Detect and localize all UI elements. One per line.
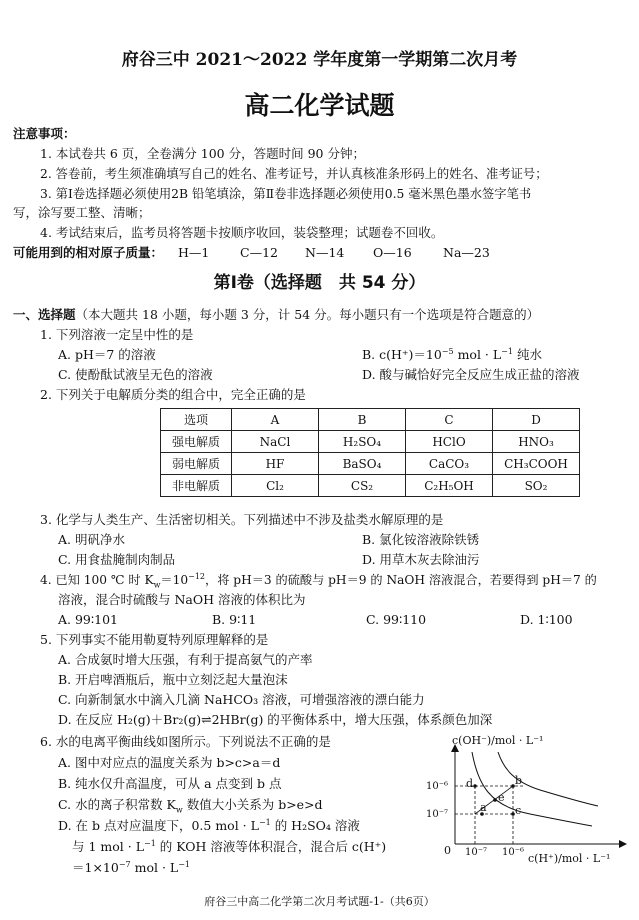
q4-stem-cont: 溶液，混合时硫酸与 NaOH 溶液的体积比为 — [58, 592, 306, 607]
q3-option-b: B. 氯化铵溶液除铁锈 — [362, 532, 480, 547]
atomic-mass-na: Na—23 — [443, 245, 490, 260]
q1-option-b: B. $c(H^+)=10^{-5}$ mol · $L^{-1}$ 纯水 — [362, 346, 542, 362]
notice-item-3: 3. 第Ⅰ卷选择题必须使用2B 铅笔填涂，第Ⅱ卷非选择题必须使用0.5 毫米黑色墨水签字笔书 — [40, 187, 532, 201]
table-header-cell: C — [406, 409, 493, 431]
graph-point-label-b: b — [515, 774, 523, 787]
table-row — [161, 475, 580, 497]
table-cell: Cl₂ — [232, 475, 319, 497]
q5-option-c: C. 向新制氯水中滴入几滴 NaHCO₃ 溶液，可增强溶液的漂白能力 — [58, 692, 425, 707]
atomic-mass-o: O—16 — [373, 245, 412, 260]
graph-point-label-d: d — [466, 777, 474, 790]
atomic-mass-c: C—12 — [240, 245, 278, 260]
q5-option-b: B. 开启啤酒瓶后，瓶中立刻泛起大量泡沫 — [58, 672, 288, 687]
atomic-mass-n: N—14 — [305, 245, 345, 260]
exam-title: 府谷三中 2021～2022 学年度第一学期第二次月考 — [121, 50, 518, 70]
q3-option-c: C. 用食盐腌制肉制品 — [58, 552, 176, 567]
electrolyte-table — [160, 408, 580, 497]
q4-option-c: C. 99∶110 — [366, 612, 427, 627]
graph-x-axis-label: c(H⁺)/mol · L⁻¹ — [528, 852, 611, 865]
page-footer: 府谷三中高二化学第二次月考试题-1-（共6页） — [204, 895, 435, 908]
table-cell: 强电解质 — [161, 431, 232, 453]
table-cell: SO₂ — [493, 475, 580, 497]
q1-option-c: C. 使酚酞试液呈无色的溶液 — [58, 367, 213, 382]
isotherm-lower — [472, 752, 592, 826]
q6-stem: 6. 水的电离平衡曲线如图所示。下列说法不正确的是 — [40, 734, 331, 749]
table-cell: 弱电解质 — [161, 453, 232, 475]
table-cell: HClO — [406, 431, 493, 453]
q2-stem: 2. 下列关于电解质分类的组合中，完全正确的是 — [40, 387, 306, 402]
table-cell: 非电解质 — [161, 475, 232, 497]
q5-option-a: A. 合成氨时增大压强，有利于提高氨气的产率 — [58, 652, 313, 667]
q1-option-d: D. 酸与碱恰好完全反应生成正盐的溶液 — [362, 367, 580, 382]
q4-stem: 4. 已知 100 ℃ 时 $K_w=10^{-12}$，将 pH＝3 的硫酸与 pH＝9 的 NaOH 溶液混合，若要得到 pH＝7 的 — [40, 571, 597, 590]
table-header-cell: 选项 — [161, 409, 232, 431]
table-cell: HF — [232, 453, 319, 475]
notice-item-1: 1. 本试卷共 6 页，全卷满分 100 分，答题时间 90 分钟； — [40, 146, 365, 161]
q5-stem: 5. 下列事实不能用勒夏特列原理解释的是 — [40, 632, 269, 647]
table-header-row — [161, 409, 580, 431]
table-row — [161, 453, 580, 475]
section-intro-text: （本大题共 18 小题，每小题 3 分，计 54 分。每小题只有一个选项是符合题意的） — [75, 307, 540, 322]
graph-point-label-e: e — [498, 791, 505, 804]
notice-item-2: 2. 答卷前，考生须准确填写自己的姓名、准考证号，并认真核准条形码上的姓名、准考证号； — [40, 167, 548, 181]
q6-option-b: B. 纯水仅升高温度，可从 a 点变到 b 点 — [58, 776, 282, 791]
section-intro-bold: 一、选择题 — [13, 307, 76, 322]
point-e — [493, 798, 497, 802]
q6-option-d: D. 在 b 点对应温度下，0.5 mol · $L^{-1}$ 的 H₂SO₄ 溶液 — [58, 817, 360, 833]
q3-stem: 3. 化学与人类生产、生活密切相关。下列描述中不涉及盐类水解原理的是 — [40, 512, 444, 527]
table-cell: H₂SO₄ — [319, 431, 406, 453]
q6-option-c: C. 水的离子积常数 $K_w$ 数值大小关系为 b>e>d — [58, 797, 323, 815]
section-title: 第Ⅰ卷（选择题 共 54 分） — [213, 273, 426, 293]
table-cell: BaSO₄ — [319, 453, 406, 475]
table-row — [161, 431, 580, 453]
graph-origin: 0 — [444, 844, 451, 857]
table-cell: C₂H₅OH — [406, 475, 493, 497]
q6-option-d-cont: 与 1 mol · $L^{-1}$ 的 KOH 溶液等体积混合，混合后 c(H⁺) — [72, 838, 387, 854]
table-cell: CaCO₃ — [406, 453, 493, 475]
graph-y-axis-label: c(OH⁻)/mol · L⁻¹ — [452, 734, 544, 747]
q4-option-a: A. 99∶101 — [58, 612, 118, 627]
q6-option-a: A. 图中对应点的温度关系为 b>c>a＝d — [58, 755, 281, 770]
table-cell: CS₂ — [319, 475, 406, 497]
q3-option-a: A. 明矾净水 — [58, 532, 125, 547]
table-header-cell: B — [319, 409, 406, 431]
subject-title: 高二化学试题 — [244, 91, 395, 120]
atomic-mass-h: H—1 — [178, 245, 210, 260]
q1-option-a: A. pH＝7 的溶液 — [58, 347, 156, 362]
q4-option-b: B. 9∶11 — [212, 612, 257, 627]
table-cell: HNO₃ — [493, 431, 580, 453]
point-d — [473, 784, 477, 788]
graph-y-tick-1e-6: 10⁻⁶ — [426, 781, 449, 792]
q1-stem: 1. 下列溶液一定呈中性的是 — [40, 327, 194, 342]
table-cell: NaCl — [232, 431, 319, 453]
graph-point-label-a: a — [480, 801, 487, 814]
notice-item-4: 4. 考试结束后，监考员将答题卡按顺序收回，装袋整理；试题卷不回收。 — [40, 225, 444, 240]
graph-x-tick-1e-7: 10⁻⁷ — [465, 847, 488, 858]
table-header-cell: D — [493, 409, 580, 431]
section-intro — [13, 307, 539, 323]
q3-option-d: D. 用草木灰去除油污 — [362, 552, 480, 567]
atomic-masses-label: 可能用到的相对原子质量： — [13, 245, 164, 260]
table-cell: CH₃COOH — [493, 453, 580, 475]
graph-y-tick-1e-7: 10⁻⁷ — [426, 809, 449, 820]
graph-x-tick-1e-6: 10⁻⁶ — [502, 847, 525, 858]
graph-point-label-c: c — [515, 804, 522, 817]
q4-option-d: D. 1∶100 — [520, 612, 573, 627]
q6-option-d-cont2: $=1\times 10^{-7}$ mol · $L^{-1}$ — [72, 859, 191, 875]
water-ionization-graph — [420, 730, 635, 870]
q5-option-d: D. 在反应 H₂(g)＋Br₂(g)⇌2HBr(g) 的平衡体系中，增大压强，体系颜色加深 — [58, 712, 493, 727]
notice-item-3-cont: 写，涂写要工整、清晰； — [13, 205, 151, 220]
notice-heading: 注意事项： — [13, 126, 76, 141]
table-header-cell: A — [232, 409, 319, 431]
